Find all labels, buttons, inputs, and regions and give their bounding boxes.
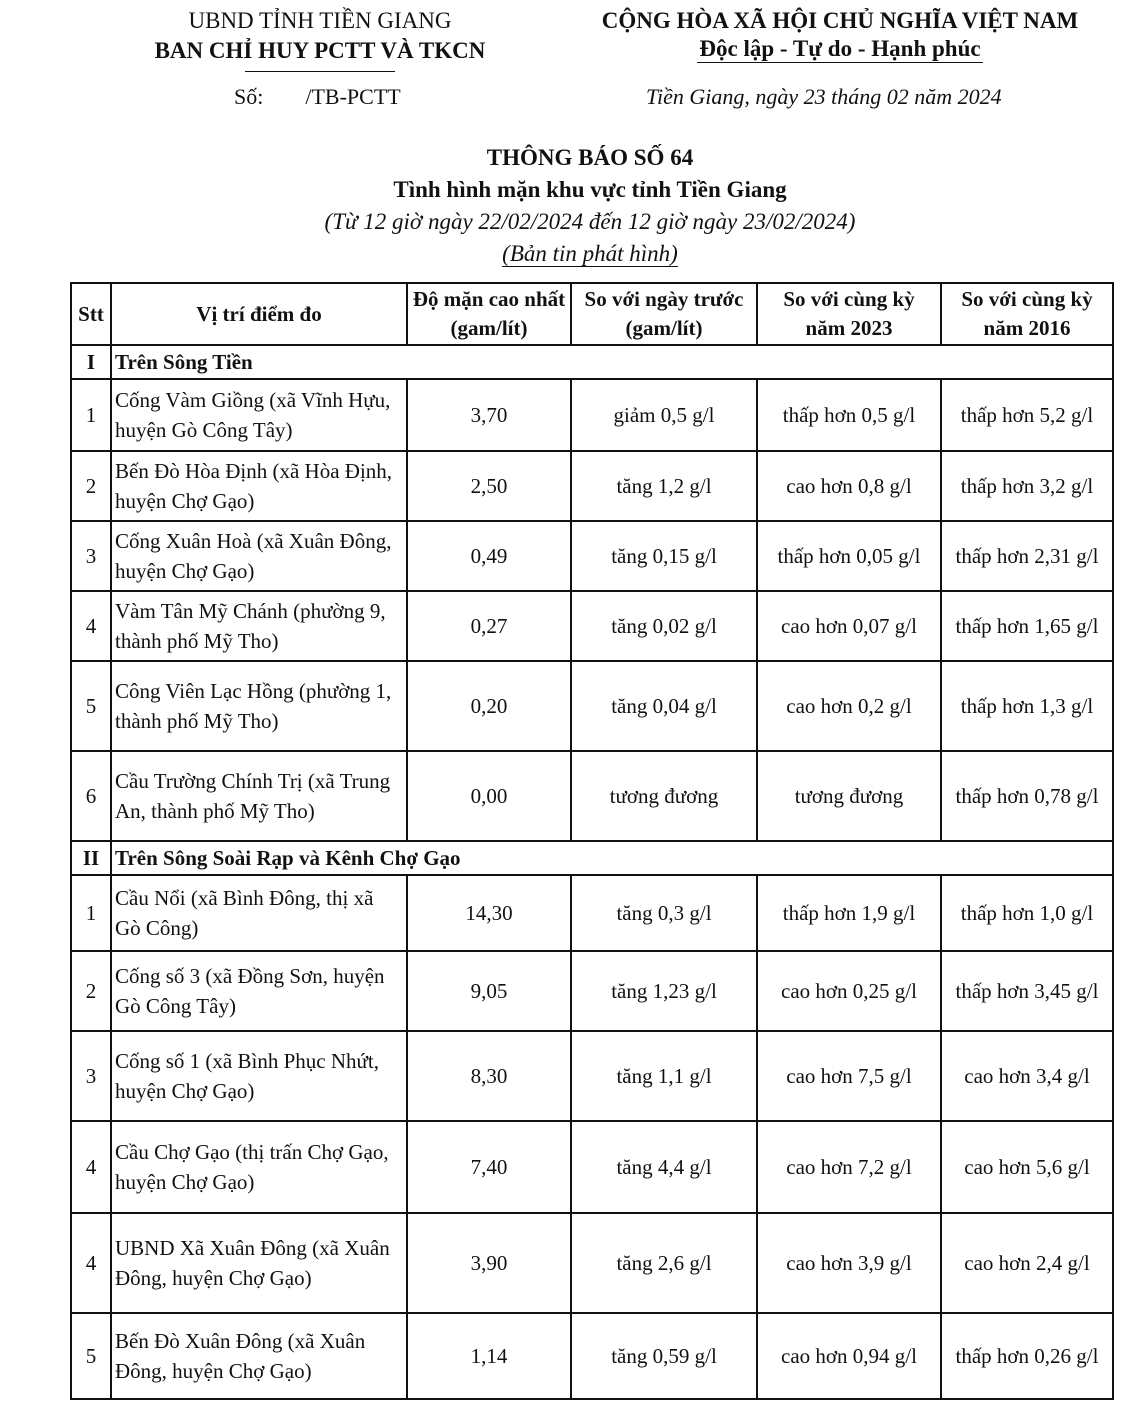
bulletin-type-text: (Bản tin phát hình) bbox=[502, 241, 678, 266]
document-number bbox=[234, 84, 401, 110]
row-vs-2016: thấp hơn 2,31 g/l bbox=[941, 521, 1113, 591]
row-vs-2023: thấp hơn 0,5 g/l bbox=[757, 379, 941, 451]
document-title-block bbox=[0, 142, 1147, 270]
row-stt: 5 bbox=[71, 661, 111, 751]
row-vs-2016: thấp hơn 1,0 g/l bbox=[941, 875, 1113, 951]
row-location: Công Viên Lạc Hồng (phường 1, thành phố Mỹ Tho) bbox=[111, 661, 407, 751]
row-location: Vàm Tân Mỹ Chánh (phường 9, thành phố Mỹ Tho) bbox=[111, 591, 407, 661]
row-location: Bến Đò Hòa Định (xã Hòa Định, huyện Chợ Gạo) bbox=[111, 451, 407, 521]
row-location: Cầu Trường Chính Trị (xã Trung An, thành phố Mỹ Tho) bbox=[111, 751, 407, 841]
row-vs-2023: cao hơn 0,25 g/l bbox=[757, 951, 941, 1031]
table-row bbox=[71, 1313, 1113, 1399]
section-title: Trên Sông Tiền bbox=[111, 345, 1113, 379]
row-vs-2023: thấp hơn 1,9 g/l bbox=[757, 875, 941, 951]
table-row bbox=[71, 751, 1113, 841]
table-row bbox=[71, 451, 1113, 521]
row-vs-previous-day: tăng 0,59 g/l bbox=[571, 1313, 757, 1399]
header-vs-previous-day: So với ngày trước (gam/lít) bbox=[571, 283, 757, 345]
row-location: Cầu Chợ Gạo (thị trấn Chợ Gạo, huyện Chợ Gạo) bbox=[111, 1121, 407, 1213]
row-stt: 4 bbox=[71, 591, 111, 661]
row-vs-2023: cao hơn 0,94 g/l bbox=[757, 1313, 941, 1399]
row-max-salinity: 0,27 bbox=[407, 591, 571, 661]
row-vs-previous-day: tương đương bbox=[571, 751, 757, 841]
row-location: UBND Xã Xuân Đông (xã Xuân Đông, huyện Chợ Gạo) bbox=[111, 1213, 407, 1313]
row-stt: 6 bbox=[71, 751, 111, 841]
row-location: Cống Xuân Hoà (xã Xuân Đông, huyện Chợ Gạo) bbox=[111, 521, 407, 591]
report-period: (Từ 12 giờ ngày 22/02/2024 đến 12 giờ ngày 23/02/2024) bbox=[324, 209, 856, 234]
row-vs-2023: cao hơn 7,2 g/l bbox=[757, 1121, 941, 1213]
row-vs-2023: cao hơn 3,9 g/l bbox=[757, 1213, 941, 1313]
row-vs-2016: thấp hơn 0,26 g/l bbox=[941, 1313, 1113, 1399]
table-row bbox=[71, 1031, 1113, 1121]
document-date: Tiền Giang, ngày 23 tháng 02 năm 2024 bbox=[646, 84, 1002, 109]
table-row bbox=[71, 591, 1113, 661]
row-vs-2016: thấp hơn 3,45 g/l bbox=[941, 951, 1113, 1031]
row-vs-2023: tương đương bbox=[757, 751, 941, 841]
row-vs-previous-day: giảm 0,5 g/l bbox=[571, 379, 757, 451]
section-row bbox=[71, 841, 1113, 875]
row-location: Cống số 1 (xã Bình Phục Nhứt, huyện Chợ Gạo) bbox=[111, 1031, 407, 1121]
row-vs-previous-day: tăng 4,4 g/l bbox=[571, 1121, 757, 1213]
section-number: II bbox=[71, 841, 111, 875]
row-stt: 1 bbox=[71, 379, 111, 451]
row-vs-previous-day: tăng 0,3 g/l bbox=[571, 875, 757, 951]
row-vs-2023: cao hơn 0,07 g/l bbox=[757, 591, 941, 661]
row-vs-previous-day: tăng 1,23 g/l bbox=[571, 951, 757, 1031]
table-row bbox=[71, 1121, 1113, 1213]
row-vs-2023: cao hơn 7,5 g/l bbox=[757, 1031, 941, 1121]
row-max-salinity: 0,49 bbox=[407, 521, 571, 591]
agency-underline bbox=[245, 71, 395, 72]
table-row bbox=[71, 661, 1113, 751]
table-header-row bbox=[71, 283, 1113, 345]
row-vs-2016: cao hơn 5,6 g/l bbox=[941, 1121, 1113, 1213]
document-subject: Tình hình mặn khu vực tỉnh Tiền Giang bbox=[393, 177, 787, 202]
table-row bbox=[71, 379, 1113, 451]
row-vs-previous-day: tăng 0,04 g/l bbox=[571, 661, 757, 751]
row-max-salinity: 9,05 bbox=[407, 951, 571, 1031]
header-location: Vị trí điểm đo bbox=[111, 283, 407, 345]
table-row bbox=[71, 521, 1113, 591]
table-body bbox=[71, 345, 1113, 1399]
row-vs-2016: cao hơn 3,4 g/l bbox=[941, 1031, 1113, 1121]
document-title: THÔNG BÁO SỐ 64 bbox=[486, 145, 694, 170]
row-max-salinity: 1,14 bbox=[407, 1313, 571, 1399]
table-row bbox=[71, 1213, 1113, 1313]
salinity-table bbox=[70, 282, 1114, 1400]
row-vs-2023: thấp hơn 0,05 g/l bbox=[757, 521, 941, 591]
header-vs-2016: So với cùng kỳ năm 2016 bbox=[941, 283, 1113, 345]
row-max-salinity: 0,20 bbox=[407, 661, 571, 751]
row-location: Cầu Nổi (xã Bình Đông, thị xã Gò Công) bbox=[111, 875, 407, 951]
row-vs-2023: cao hơn 0,8 g/l bbox=[757, 451, 941, 521]
issuing-agency bbox=[120, 6, 520, 72]
row-vs-2016: thấp hơn 0,78 g/l bbox=[941, 751, 1113, 841]
row-max-salinity: 7,40 bbox=[407, 1121, 571, 1213]
row-stt: 4 bbox=[71, 1213, 111, 1313]
row-vs-2016: cao hơn 2,4 g/l bbox=[941, 1213, 1113, 1313]
row-vs-2016: thấp hơn 5,2 g/l bbox=[941, 379, 1113, 451]
row-max-salinity: 2,50 bbox=[407, 451, 571, 521]
row-stt: 3 bbox=[71, 521, 111, 591]
section-row bbox=[71, 345, 1113, 379]
motto: Độc lập - Tự do - Hạnh phúc bbox=[699, 36, 981, 61]
row-location: Cống Vàm Giồng (xã Vĩnh Hựu, huyện Gò Công Tây) bbox=[111, 379, 407, 451]
row-location: Bến Đò Xuân Đông (xã Xuân Đông, huyện Chợ Gạo) bbox=[111, 1313, 407, 1399]
header-max-salinity: Độ mặn cao nhất (gam/lít) bbox=[407, 283, 571, 345]
row-vs-2016: thấp hơn 1,65 g/l bbox=[941, 591, 1113, 661]
row-stt: 2 bbox=[71, 951, 111, 1031]
row-stt: 4 bbox=[71, 1121, 111, 1213]
row-stt: 2 bbox=[71, 451, 111, 521]
row-stt: 5 bbox=[71, 1313, 111, 1399]
section-number: I bbox=[71, 345, 111, 379]
row-vs-previous-day: tăng 0,15 g/l bbox=[571, 521, 757, 591]
row-max-salinity: 8,30 bbox=[407, 1031, 571, 1121]
section-title: Trên Sông Soài Rạp và Kênh Chợ Gạo bbox=[111, 841, 1113, 875]
row-vs-previous-day: tăng 2,6 g/l bbox=[571, 1213, 757, 1313]
agency-parent: UBND TỈNH TIỀN GIANG bbox=[188, 8, 452, 33]
document-number-label: Số: bbox=[234, 84, 264, 109]
row-max-salinity: 14,30 bbox=[407, 875, 571, 951]
row-vs-2016: thấp hơn 3,2 g/l bbox=[941, 451, 1113, 521]
row-max-salinity: 0,00 bbox=[407, 751, 571, 841]
row-stt: 3 bbox=[71, 1031, 111, 1121]
row-vs-previous-day: tăng 1,2 g/l bbox=[571, 451, 757, 521]
country-name: CỘNG HÒA XÃ HỘI CHỦ NGHĨA VIỆT NAM bbox=[601, 8, 1079, 33]
header-vs-2023: So với cùng kỳ năm 2023 bbox=[757, 283, 941, 345]
header-stt: Stt bbox=[71, 283, 111, 345]
row-vs-2016: thấp hơn 1,3 g/l bbox=[941, 661, 1113, 751]
row-vs-previous-day: tăng 0,02 g/l bbox=[571, 591, 757, 661]
table-row bbox=[71, 875, 1113, 951]
document-number-value: /TB-PCTT bbox=[305, 84, 401, 109]
table-row bbox=[71, 951, 1113, 1031]
bulletin-type bbox=[0, 238, 1147, 270]
row-max-salinity: 3,90 bbox=[407, 1213, 571, 1313]
row-stt: 1 bbox=[71, 875, 111, 951]
row-max-salinity: 3,70 bbox=[407, 379, 571, 451]
row-vs-2023: cao hơn 0,2 g/l bbox=[757, 661, 941, 751]
national-motto bbox=[576, 6, 1104, 67]
row-vs-previous-day: tăng 1,1 g/l bbox=[571, 1031, 757, 1121]
agency-name: BAN CHỈ HUY PCTT VÀ TKCN bbox=[154, 38, 486, 63]
row-location: Cống số 3 (xã Đồng Sơn, huyện Gò Công Tây) bbox=[111, 951, 407, 1031]
